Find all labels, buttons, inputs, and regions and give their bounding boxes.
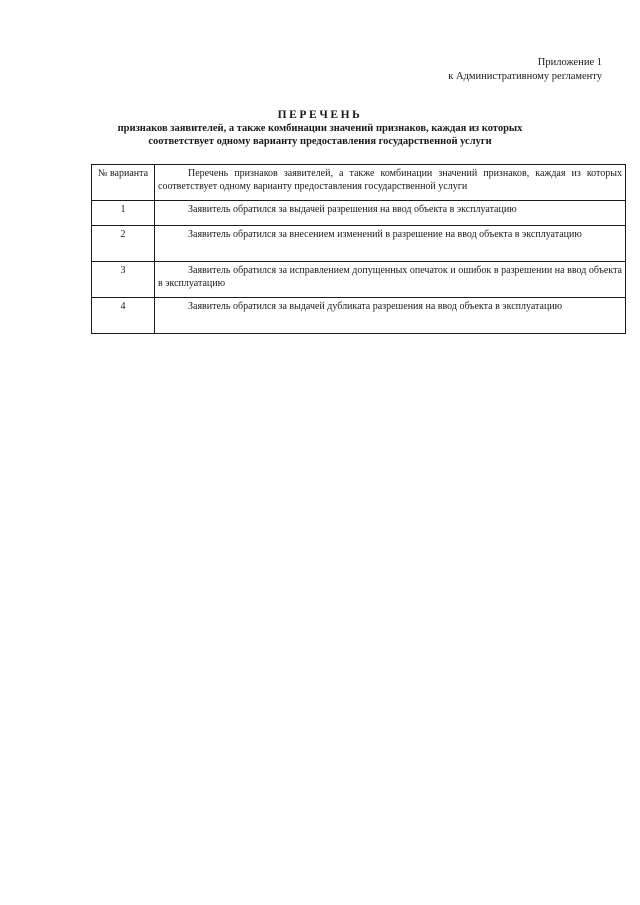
header-num-cell: № варианта: [92, 165, 155, 201]
row-num-cell: 4: [92, 298, 155, 334]
title-block: [0, 108, 640, 148]
appendix-line-1: Приложение 1: [537, 57, 602, 68]
row-text-cell: [155, 298, 626, 334]
row-text: Заявитель обратился за выдачей дубликата разрешения на ввод объекта в эксплуатацию: [188, 301, 563, 312]
row-text: Заявитель обратился за выдачей разрешения на ввод объекта в эксплуатацию: [188, 204, 517, 215]
document-title: ПЕРЕЧЕНЬ: [277, 109, 363, 121]
document-subtitle: признаков заявителей, а также комбинации значений признаков, каждая из которых соответствует одному варианту предоставления государственной услуги: [117, 123, 523, 147]
table-row: [92, 298, 626, 334]
appendix-line-2: к Административному регламенту: [448, 71, 602, 82]
header-text: Перечень признаков заявителей, а также комбинации значений признаков, каждая из которых соответствует одному варианту предоставления государственной услуги: [158, 168, 622, 192]
row-num-cell: 3: [92, 262, 155, 298]
row-num-cell: 2: [92, 226, 155, 262]
row-text: Заявитель обратился за исправлением допущенных опечаток и ошибок в разрешении на ввод объекта в эксплуатацию: [158, 265, 622, 289]
row-text-cell: [155, 226, 626, 262]
row-num-cell: 1: [92, 201, 155, 226]
table-row: [92, 226, 626, 262]
row-text: Заявитель обратился за внесением изменений в разрешение на ввод объекта в эксплуатацию: [188, 229, 582, 240]
table-header-row: [92, 165, 626, 201]
appendix-note: [448, 56, 602, 84]
row-text-cell: [155, 201, 626, 226]
header-text-cell: [155, 165, 626, 201]
table-row: [92, 262, 626, 298]
variants-table: [91, 164, 626, 334]
table-row: [92, 201, 626, 226]
row-text-cell: [155, 262, 626, 298]
